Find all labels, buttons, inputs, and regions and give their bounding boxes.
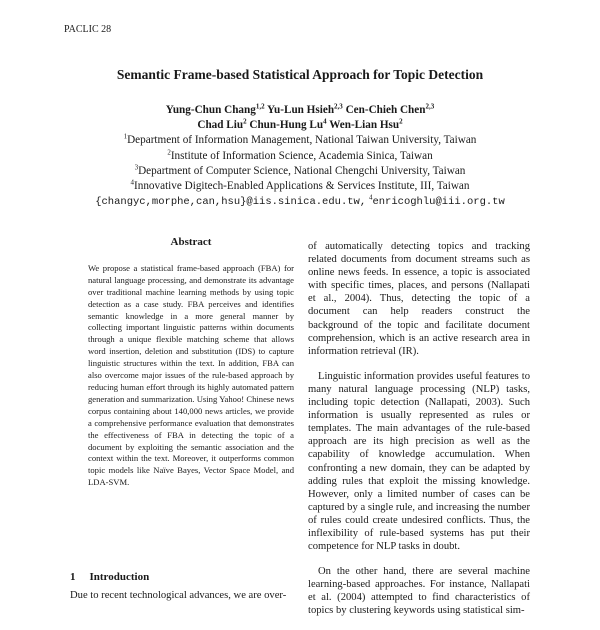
abstract-heading: Abstract [170,236,212,248]
affiliation-text: Innovative Digitech-Enabled Applications & Services Institute, III, Taiwan [134,180,470,193]
author-name: Yung-Chun Chang [165,104,256,116]
author-affiliation-marker: 2 [399,117,403,126]
author-affiliation-marker: 1,2 [255,102,265,111]
section-number: 1 [70,571,76,583]
affiliation-marker: 1 [123,132,128,141]
abstract-body: We propose a statistical frame-based approach (FBA) for natural language processing, and demonstrate its advantage over traditional machine learning methods by using topic detection as a case study. FBA perceives and identifies semantic knowledge in a more general manner by collecting important linguistic patterns within documents through a unique flexible matching scheme that allows word insertion, deletion and substitution (IDS) to capture linguistic structures within the text. In addition, FBA can also overcome major issues of the rule-based approach by reducing human effort through its highly automated pattern generation and summarization. Using Yahoo! Chinese news corpus containing about 140,000 news articles, we provide a comprehensive performance evaluation that demonstrates the effectiveness of FBA in detecting the topic of a document by exploiting the semantic association and the context within the text. Moreover, it outperforms common topic models like Naïve Bayes, Vector Space Model, and LDA-SVM. [88,262,294,488]
author-names [0,118,600,133]
email-affiliation-marker: 4 [368,193,373,202]
abstract-section [88,237,294,489]
body-paragraph: Linguistic information provides useful features to many natural language processing (NLP) tasks, including topic detection (Nallapati, 2003). Such information is usually represented as rules or templates. The main advantages of the rule-based approach are its high precision as well as the capability of knowledge accumulation. When confronting a new domain, they can be adapted by adding rules that exploit the missing knowledge. However, only a limited number of cases can be captured by a single rule, and increasing the number of rules could create undesired conflicts. Thus, the inflexibility of rule-based systems has put their competence for NLP tasks in doubt. [308,370,530,553]
author-name: Cen-Chieh Chen [345,104,426,116]
affiliation-marker: 4 [130,178,134,187]
affiliation [0,179,600,194]
affiliation [0,164,600,179]
paper-title: Semantic Frame-based Statistical Approach for Topic Detection [116,67,484,82]
body-paragraph: On the other hand, there are several machine learning-based approaches. For instance, Nallapati et al. (2004) attempted to find characteristics of topics by clustering keywords using statistical sim- [308,566,530,617]
email-line [0,194,600,210]
affiliation-text: Institute of Information Science, Academia Sinica, Taiwan [170,149,433,162]
email-address: enricoghlu@iii.org.tw [372,196,505,209]
affiliation [0,149,600,164]
author-name: Chun-Hung Lu [249,119,324,132]
author-block [0,103,600,210]
affiliation [0,133,600,148]
venue-header: PACLIC 28 [64,24,112,35]
email-address: {changyc,morphe,can,hsu}@iis.sinica.edu.tw, [95,196,367,209]
author-name: Wen-Lian Hsu [329,119,400,132]
affiliation-text: Department of Information Management, National Taiwan University, Taiwan [127,134,477,147]
section-title: Introduction [89,571,150,583]
section-heading-introduction [70,571,149,583]
author-affiliation-marker: 2,3 [334,102,343,111]
author-affiliation-marker: 2 [243,117,247,126]
author-names [0,103,600,118]
author-name: Yu-Lun Hsieh [266,104,335,116]
author-name: Chad Liu [197,119,244,132]
affiliation-text: Department of Computer Science, National Chengchi University, Taiwan [138,164,466,177]
author-affiliation-marker: 4 [323,117,327,126]
affiliation-marker: 3 [134,163,139,172]
body-paragraph: of automatically detecting topics and tracking related documents from document streams such as online news feeds. In essence, a topic is associated with specific times, places, and persons (Nallapati et al., 2004). Thus, detecting the topic of a document can help readers construct the background of the topic and facilitate document comprehension, which is an active research area in information retrieval (IR). [308,241,530,357]
right-column-text [308,240,530,630]
author-affiliation-marker: 2,3 [425,102,435,111]
introduction-first-line: Due to recent technological advances, we are over- [70,590,287,601]
affiliation-marker: 2 [167,147,171,156]
